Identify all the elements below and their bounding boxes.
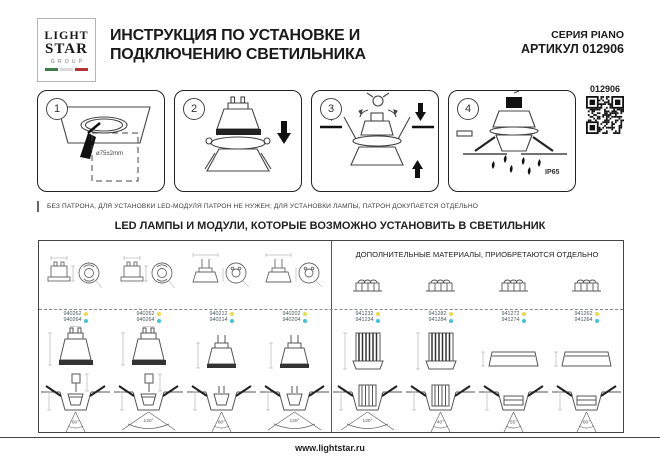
product-codes: [64, 310, 88, 325]
cool-color-dot-icon: [449, 319, 453, 323]
panel-lamp-icon: [477, 325, 550, 372]
series-label: СЕРИЯ PIANO: [551, 29, 624, 41]
socket-icons-row: [331, 271, 623, 299]
article-label: АРТИКУЛ 012906: [520, 42, 624, 57]
product-codes: [356, 310, 380, 325]
svg-text:40°: 40°: [436, 420, 445, 426]
lamp-column-2: [112, 310, 185, 434]
warm-color-dot-icon: [230, 312, 234, 316]
product-code: 941262: [574, 310, 593, 317]
note-text: БЕЗ ПАТРОНА, ДЛЯ УСТАНОВКИ LED-МОДУЛЯ ПАТРОН НЕ НУЖЕН; ДЛЯ УСТАНОВКИ ЛАМПЫ, ПАТРОН ДОКУПАЕТСЯ ОТДЕЛЬНО: [37, 201, 622, 212]
mr16-lamp-tech-icon: [258, 241, 331, 307]
lamp-column-3: [185, 310, 258, 434]
fixture-cross-section-icon: [258, 372, 331, 434]
qr-code-label: 012906: [589, 84, 621, 94]
lamp-column-6: [404, 310, 477, 434]
mr16-lamp-icon: [185, 325, 258, 372]
svg-text:120°: 120°: [362, 419, 373, 424]
warm-color-dot-icon: [522, 312, 526, 316]
cool-color-dot-icon: [230, 319, 234, 323]
fixture-cross-section-icon: [185, 372, 258, 434]
page-title-line2: ПОДКЛЮЧЕНИЮ СВЕТИЛЬНИКА: [110, 46, 366, 64]
step-4-box: [448, 90, 576, 192]
svg-text:120°: 120°: [289, 419, 300, 424]
cool-color-dot-icon: [157, 319, 161, 323]
product-code: 940214: [209, 317, 228, 323]
italian-flag-icon: [45, 68, 88, 71]
qr-code: [586, 96, 624, 134]
lamp-columns: [39, 310, 623, 434]
product-code: 941232: [355, 310, 374, 317]
warm-color-dot-icon: [303, 312, 307, 316]
step-2-number: 2: [183, 98, 205, 120]
lamp-column-7: [477, 310, 550, 434]
additional-materials-title: ДОПОЛНИТЕЛЬНЫЕ МАТЕРИАЛЫ, ПРИОБРЕТАЮТСЯ ОТДЕЛЬНО: [355, 250, 599, 259]
cool-color-dot-icon: [376, 319, 380, 323]
module-lamp-icon: [331, 325, 404, 372]
product-code: 940202: [282, 310, 301, 317]
fixture-cross-section-icon: [404, 372, 477, 434]
product-code: 940262: [136, 310, 155, 317]
cool-color-dot-icon: [522, 319, 526, 323]
svg-text:120°: 120°: [143, 419, 154, 424]
lamp-column-4: [258, 310, 331, 434]
logo-text-group: GROUP: [50, 59, 86, 65]
step-4-number: 4: [457, 98, 479, 120]
product-code: 940264: [136, 317, 155, 323]
website-url: www.lightstar.ru: [295, 443, 365, 453]
product-code: 941272: [501, 310, 520, 317]
warm-color-dot-icon: [595, 312, 599, 316]
fixture-cross-section-icon: [112, 372, 185, 434]
step-1-number: 1: [46, 98, 68, 120]
panel-lamp-icon: [550, 325, 623, 372]
page-title: [110, 26, 366, 64]
fixture-cross-section-icon: [39, 372, 112, 434]
gu10-lamp-icon: [112, 325, 185, 372]
step-2-box: [174, 90, 302, 192]
product-code: 941282: [428, 310, 447, 317]
cool-color-dot-icon: [303, 319, 307, 323]
step-3-number: 3: [320, 98, 342, 120]
mr16-lamp-icon: [258, 325, 331, 372]
gu10-lamp-tech-icon: [112, 241, 185, 307]
product-code: 941264: [574, 317, 593, 323]
product-code: 940262: [63, 310, 82, 317]
lamp-tech-drawings-row: [39, 241, 331, 309]
mr16-lamp-tech-icon: [185, 241, 258, 307]
lamps-table: [38, 240, 624, 433]
product-codes: [502, 310, 526, 325]
svg-text:55°: 55°: [509, 420, 518, 426]
fixture-cross-section-icon: [331, 372, 404, 434]
gu10-lamp-icon: [39, 325, 112, 372]
module-lamp-icon: [404, 325, 477, 372]
svg-text:60°: 60°: [582, 420, 591, 426]
cool-color-dot-icon: [595, 319, 599, 323]
socket-icon: [404, 271, 477, 299]
product-codes: [210, 310, 234, 325]
hole-diameter-label: ø75±2mm: [96, 151, 123, 157]
ip-rating-label: IP65: [545, 169, 560, 176]
product-code: 941234: [355, 317, 374, 323]
lamp-column-8: [550, 310, 623, 434]
warm-color-dot-icon: [376, 312, 380, 316]
socket-icon: [477, 271, 550, 299]
product-code: 941284: [428, 317, 447, 323]
product-codes: [575, 310, 599, 325]
additional-materials-block: [331, 241, 623, 309]
lamp-column-1: [39, 310, 112, 434]
warm-color-dot-icon: [449, 312, 453, 316]
fixture-cross-section-icon: [477, 372, 550, 434]
logo-text-light: LIGHT: [44, 28, 89, 42]
product-codes: [283, 310, 307, 325]
lamp-column-5: [331, 310, 404, 434]
footer-divider: [0, 437, 660, 438]
step-3-box: [311, 90, 439, 192]
svg-text:60°: 60°: [217, 420, 226, 426]
fixture-cross-section-icon: [550, 372, 623, 434]
socket-icon: [331, 271, 404, 299]
step-1-box: [37, 90, 165, 192]
gu10-lamp-tech-icon: [39, 241, 112, 307]
svg-text:60°: 60°: [71, 420, 80, 426]
warm-color-dot-icon: [84, 312, 88, 316]
product-code: 940212: [209, 310, 228, 317]
lightstar-logo: [37, 18, 96, 82]
product-codes: [137, 310, 161, 325]
cool-color-dot-icon: [84, 319, 88, 323]
page-title-line1: ИНСТРУКЦИЯ ПО УСТАНОВКЕ И: [110, 27, 361, 44]
warm-color-dot-icon: [157, 312, 161, 316]
product-code: 940264: [63, 317, 82, 323]
socket-icon: [550, 271, 623, 299]
product-code: 941274: [501, 317, 520, 323]
product-code: 940204: [282, 317, 301, 323]
logo-text-star: STAR: [45, 41, 88, 57]
product-codes: [429, 310, 453, 325]
compatible-lamps-title: LED ЛАМПЫ И МОДУЛИ, КОТОРЫЕ ВОЗМОЖНО УСТАНОВИТЬ В СВЕТИЛЬНИК: [114, 220, 546, 232]
